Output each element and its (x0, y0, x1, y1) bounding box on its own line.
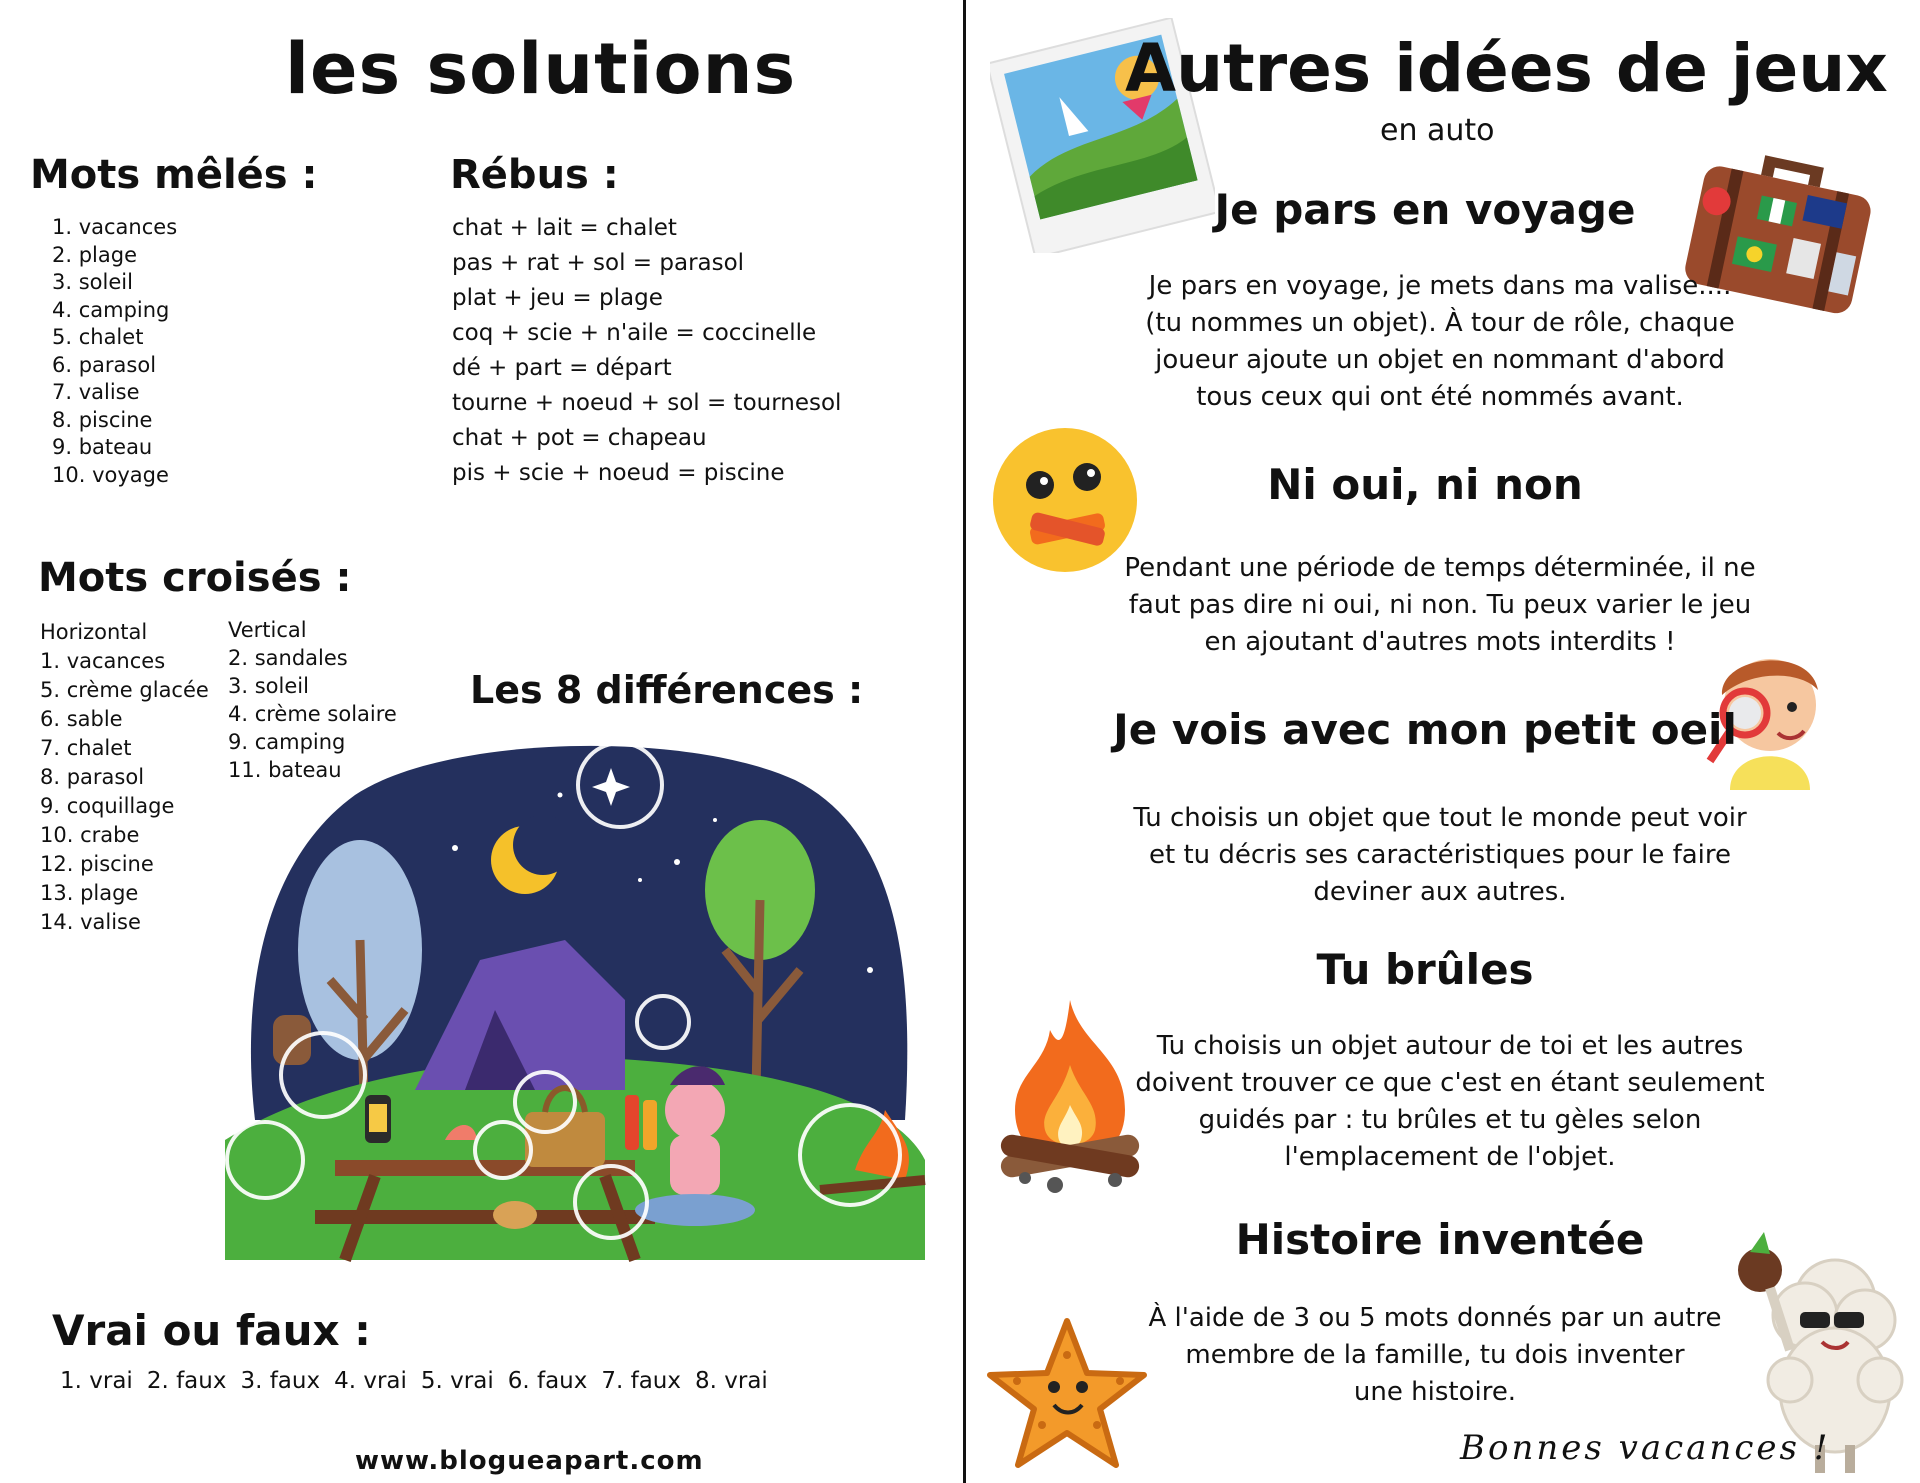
list-item: 9. camping (228, 730, 346, 754)
list-item: 11. bateau (228, 758, 342, 782)
text-line: une histoire. (1353, 1377, 1517, 1407)
text-line: doivent trouver ce que c'est en étant seulement (1135, 1068, 1765, 1098)
list-label: Vertical (228, 618, 307, 642)
game-title: Je vois avec mon petit oeil (1113, 705, 1737, 754)
game-description (1115, 800, 1765, 911)
starfish-icon (982, 1315, 1152, 1480)
list-item: 4. vrai (334, 1368, 407, 1394)
list-item: 13. plage (40, 881, 139, 905)
list-item: 4. camping (52, 297, 170, 322)
list-item: 2. plage (52, 242, 137, 267)
text-line: guidés par : tu brûles et tu gèles selon (1198, 1105, 1702, 1135)
camping-scene-illustration (215, 740, 945, 1270)
list-item: 3. faux (240, 1368, 321, 1394)
signoff-text: Bonnes vacances ! (1460, 1428, 1831, 1468)
list-item: pis + scie + noeud = piscine (452, 460, 785, 486)
game-description (1115, 550, 1765, 661)
page-subtitle: en auto (1380, 113, 1495, 148)
list-item: tourne + noeud + sol = tournesol (452, 390, 842, 416)
list-item: 3. soleil (52, 270, 133, 294)
list-item: 6. faux (507, 1368, 588, 1394)
list-item: 4. crème solaire (228, 702, 397, 726)
vrai-faux-answers (60, 1368, 768, 1394)
text-line: Tu choisis un objet autour de toi et les autres (1156, 1031, 1744, 1061)
mots-croises-heading: Mots croisés : (38, 555, 352, 601)
list-item: 7. faux (601, 1368, 681, 1394)
website-link[interactable]: www.blogueapart.com (355, 1446, 704, 1476)
vrai-faux-heading: Vrai ou faux : (52, 1306, 371, 1355)
text-line: À l'aide de 3 ou 5 mots donnés par un autre (1148, 1303, 1722, 1333)
list-item: 7. chalet (40, 736, 132, 760)
list-item: 7. valise (52, 380, 140, 404)
text-line: joueur ajoute un objet en nommant d'abord (1155, 345, 1725, 375)
list-item: 12. piscine (40, 852, 154, 876)
game-description (1115, 1300, 1755, 1411)
text-line: Tu choisis un objet que tout le monde peut voir (1133, 803, 1747, 833)
rebus-heading: Rébus : (450, 152, 619, 198)
list-item: coq + scie + n'aile = coccinelle (452, 320, 817, 346)
text-line: membre de la famille, tu dois inventer (1185, 1340, 1685, 1370)
game-title: Histoire inventée (1235, 1215, 1645, 1264)
text-line: et tu décris ses caractéristiques pour le faire (1148, 840, 1732, 870)
game-title: Je pars en voyage (1214, 185, 1636, 234)
text-line: tous ceux qui ont été nommés avant. (1196, 382, 1684, 412)
game-title: Ni oui, ni non (1267, 460, 1583, 509)
mots-meles-list (52, 214, 177, 489)
list-item: 8. vrai (695, 1368, 768, 1394)
list-item: 6. sable (40, 707, 123, 731)
page-divider (963, 0, 966, 1483)
rebus-list (452, 211, 841, 491)
campfire-icon (995, 995, 1145, 1195)
list-item: 1. vacances (40, 649, 166, 673)
list-label: Horizontal (40, 620, 148, 644)
text-line: (tu nommes un objet). À tour de rôle, chaque (1145, 308, 1735, 338)
list-item: 10. crabe (40, 823, 140, 847)
list-item: 10. voyage (52, 462, 169, 487)
list-item: 5. chalet (52, 325, 144, 349)
list-item: 8. parasol (40, 765, 145, 789)
text-line: l'emplacement de l'objet. (1284, 1142, 1616, 1172)
list-item: 1. vacances (52, 215, 178, 239)
list-item: plat + jeu = plage (452, 285, 663, 311)
list-item: 14. valise (40, 910, 141, 934)
mots-meles-heading: Mots mêlés : (30, 152, 318, 198)
list-item: chat + lait = chalet (452, 215, 677, 241)
game-description (1125, 1028, 1775, 1176)
list-item: 5. vrai (420, 1368, 494, 1394)
game-title: Tu brûles (1316, 945, 1534, 994)
list-item: 1. vrai (60, 1368, 133, 1394)
list-item: 6. parasol (52, 352, 157, 377)
text-line: Je pars en voyage, je mets dans ma valise.... (1148, 271, 1732, 301)
list-item: pas + rat + sol = parasol (452, 250, 745, 276)
list-item: 2. sandales (228, 646, 348, 670)
mots-croises-horizontal-list (40, 618, 209, 937)
text-line: en ajoutant d'autres mots interdits ! (1204, 627, 1676, 657)
list-item: chat + pot = chapeau (452, 425, 707, 451)
list-item: dé + part = départ (452, 355, 672, 381)
text-line: deviner aux autres. (1313, 877, 1567, 907)
list-item: 9. coquillage (40, 794, 175, 818)
list-item: 5. crème glacée (40, 678, 209, 702)
list-item: 3. soleil (228, 674, 309, 698)
text-line: faut pas dire ni oui, ni non. Tu peux varier le jeu (1128, 590, 1752, 620)
text-line: Pendant une période de temps déterminée, il ne (1124, 553, 1756, 583)
list-item: 9. bateau (52, 435, 153, 459)
differences-heading: Les 8 différences : (470, 668, 864, 712)
page-title-solutions: les solutions (285, 28, 797, 110)
list-item: 2. faux (146, 1368, 227, 1394)
list-item: 8. piscine (52, 407, 153, 432)
game-description (1110, 268, 1770, 416)
page-title-autres-jeux: Autres idées de jeux (1125, 30, 1888, 107)
